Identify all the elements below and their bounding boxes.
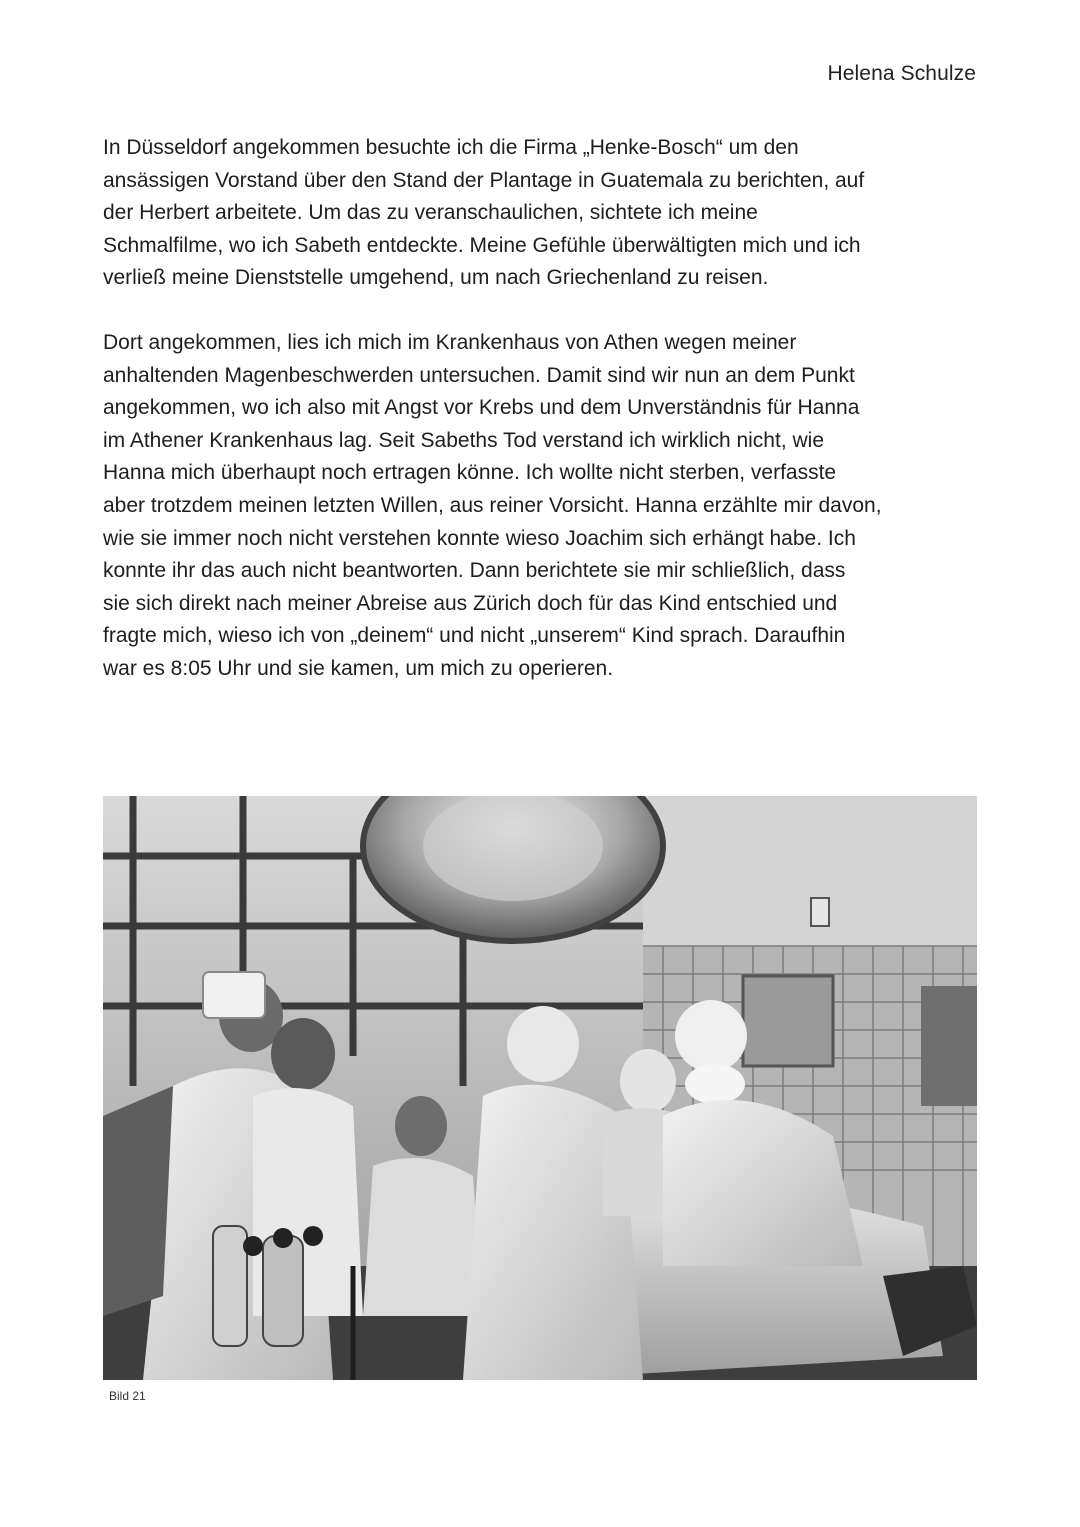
- text-line: war es 8:05 Uhr und sie kamen, um mich zu operieren.: [103, 656, 614, 680]
- figure-caption: Bild 21: [109, 1389, 146, 1403]
- paragraph-2: [103, 327, 983, 686]
- text-line: angekommen, wo ich also mit Angst vor Krebs und dem Unverständnis für Hanna: [103, 396, 860, 420]
- text-line: der Herbert arbeitete. Um das zu veranschaulichen, sichtete ich meine: [103, 201, 758, 225]
- text-line: aber trotzdem meinen letzten Willen, aus reiner Vorsicht. Hanna erzählte mir davon,: [103, 493, 882, 517]
- text-line: fragte mich, wieso ich von „deinem“ und nicht „unserem“ Kind sprach. Daraufhin: [103, 624, 846, 648]
- text-line: anhaltenden Magenbeschwerden untersuchen. Damit sind wir nun an dem Punkt: [103, 363, 855, 387]
- text-line: ansässigen Vorstand über den Stand der Plantage in Guatemala zu berichten, auf: [103, 168, 865, 192]
- text-line: Hanna mich überhaupt noch ertragen könne. Ich wollte nicht sterben, verfasste: [103, 461, 837, 485]
- text-line: konnte ihr das auch nicht beantworten. Dann berichtete sie mir schließlich, dass: [103, 559, 846, 583]
- text-line: In Düsseldorf angekommen besuchte ich die Firma „Henke-Bosch“ um den: [103, 136, 799, 159]
- text-line: verließ meine Dienststelle umgehend, um nach Griechenland zu reisen.: [103, 266, 769, 290]
- text-line: wie sie immer noch nicht verstehen konnte wieso Joachim sich erhängt habe. Ich: [103, 526, 856, 550]
- text-line: Schmalfilme, wo ich Sabeth entdeckte. Meine Gefühle überwältigten mich und ich: [103, 233, 861, 257]
- paragraph-1: [103, 132, 983, 295]
- text-line: im Athener Krankenhaus lag. Seit Sabeths Tod verstand ich wirklich nicht, wie: [103, 428, 824, 452]
- page-header-author: Helena Schulze: [827, 62, 976, 85]
- operating-room-photo: [103, 796, 977, 1380]
- text-line: sie sich direkt nach meiner Abreise aus Zürich doch für das Kind entschied und: [103, 591, 838, 615]
- text-line: Dort angekommen, lies ich mich im Krankenhaus von Athen wegen meiner: [103, 331, 797, 354]
